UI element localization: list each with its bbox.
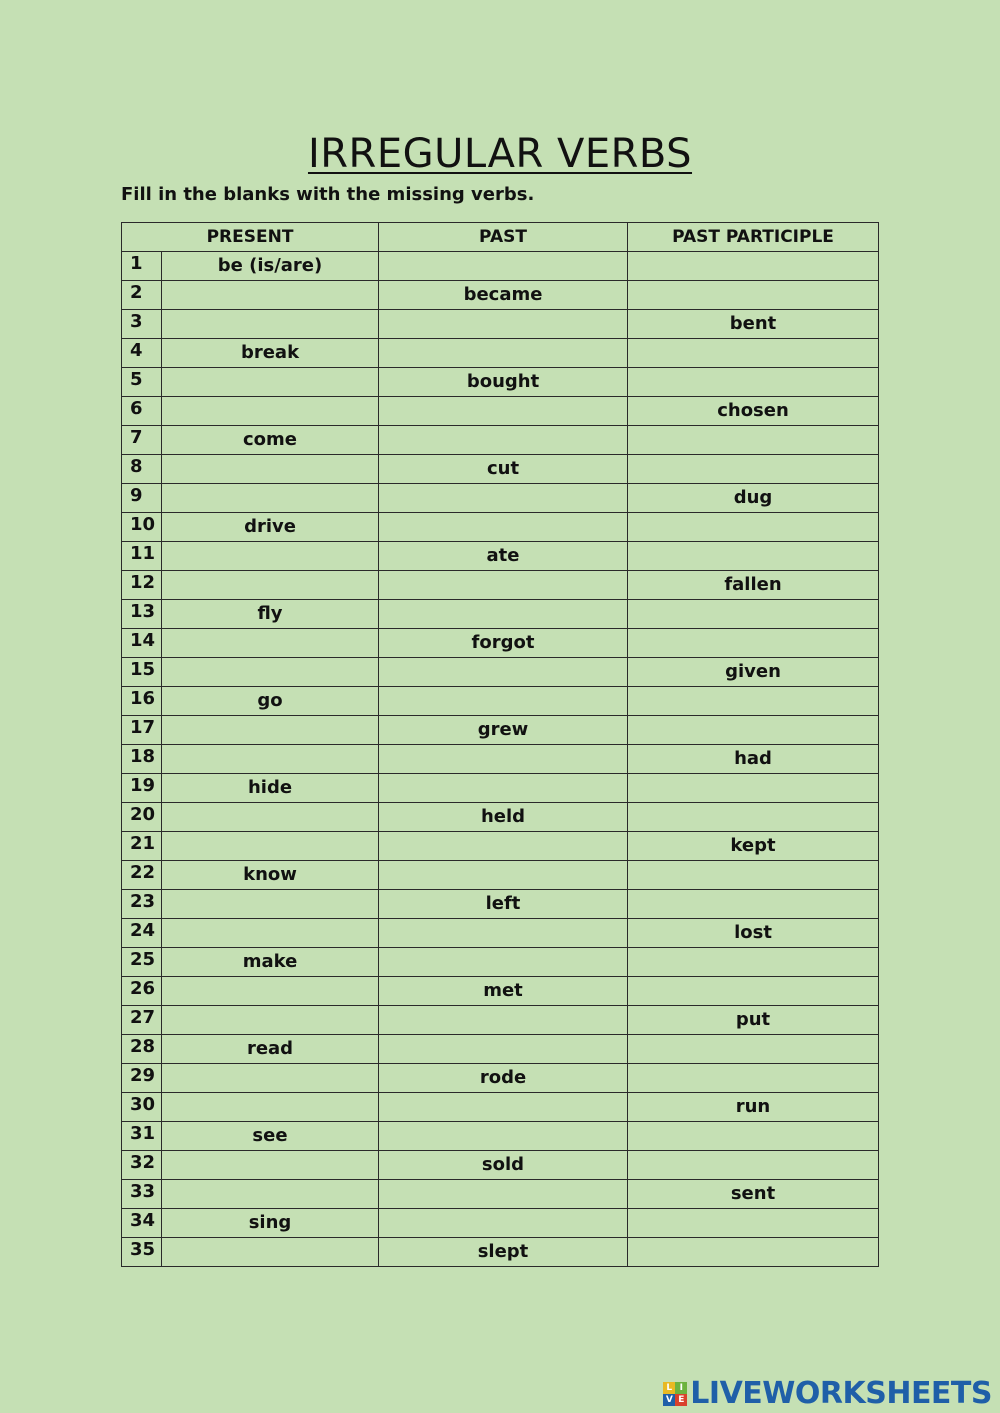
cell-past[interactable] [379,426,628,455]
row-number: 3 [122,310,162,339]
cell-past-participle[interactable] [628,774,879,803]
cell-past[interactable] [379,687,628,716]
cell-past-participle: kept [628,832,879,861]
cell-present[interactable] [162,716,379,745]
cell-past[interactable] [379,310,628,339]
row-number: 15 [122,658,162,687]
cell-past[interactable] [379,600,628,629]
table-row [122,571,879,600]
table-row [122,832,879,861]
table-row [122,397,879,426]
row-number: 28 [122,1035,162,1064]
table-row [122,1035,879,1064]
row-number: 29 [122,1064,162,1093]
table-row [122,629,879,658]
cell-present: be (is/are) [162,252,379,281]
cell-past: met [379,977,628,1006]
cell-past: grew [379,716,628,745]
row-number: 18 [122,745,162,774]
cell-present[interactable] [162,281,379,310]
table-row [122,513,879,542]
cell-past: sold [379,1151,628,1180]
cell-past-participle[interactable] [628,687,879,716]
table-row [122,774,879,803]
row-number: 30 [122,1093,162,1122]
cell-past[interactable] [379,919,628,948]
header-present: PRESENT [122,223,379,252]
table-row [122,1122,879,1151]
row-number: 6 [122,397,162,426]
logo-tile: V [663,1394,675,1406]
cell-past-participle[interactable] [628,948,879,977]
row-number: 11 [122,542,162,571]
row-number: 32 [122,1151,162,1180]
cell-past-participle[interactable] [628,716,879,745]
cell-present[interactable] [162,919,379,948]
cell-present[interactable] [162,1064,379,1093]
row-number: 33 [122,1180,162,1209]
row-number: 17 [122,716,162,745]
row-number: 25 [122,948,162,977]
cell-past[interactable] [379,658,628,687]
cell-past-participle: had [628,745,879,774]
table-row [122,1093,879,1122]
row-number: 35 [122,1238,162,1267]
row-number: 34 [122,1209,162,1238]
cell-past-participle[interactable] [628,977,879,1006]
cell-past-participle: fallen [628,571,879,600]
row-number: 31 [122,1122,162,1151]
row-number: 19 [122,774,162,803]
cell-present: make [162,948,379,977]
table-row [122,1209,879,1238]
cell-past-participle: chosen [628,397,879,426]
cell-past[interactable] [379,513,628,542]
cell-past-participle: lost [628,919,879,948]
table-row [122,1151,879,1180]
row-number: 7 [122,426,162,455]
cell-past-participle[interactable] [628,1122,879,1151]
row-number: 13 [122,600,162,629]
table-row [122,339,879,368]
table-row [122,716,879,745]
cell-past: rode [379,1064,628,1093]
cell-present[interactable] [162,658,379,687]
cell-past: held [379,803,628,832]
cell-present[interactable] [162,1238,379,1267]
table-row [122,745,879,774]
cell-present[interactable] [162,368,379,397]
table-row [122,426,879,455]
table-row [122,310,879,339]
cell-present: hide [162,774,379,803]
logo-tile: L [663,1382,675,1394]
cell-past[interactable] [379,1209,628,1238]
header-past-participle: PAST PARTICIPLE [628,223,879,252]
cell-past-participle[interactable] [628,252,879,281]
cell-present: break [162,339,379,368]
cell-past-participle: bent [628,310,879,339]
cell-present: see [162,1122,379,1151]
cell-present[interactable] [162,803,379,832]
cell-past[interactable] [379,1093,628,1122]
table-row [122,455,879,484]
cell-past-participle[interactable] [628,1064,879,1093]
cell-past: cut [379,455,628,484]
row-number: 8 [122,455,162,484]
table-row [122,281,879,310]
table-row [122,368,879,397]
table-row [122,1238,879,1267]
table-row [122,977,879,1006]
cell-present[interactable] [162,1093,379,1122]
cell-past[interactable] [379,832,628,861]
row-number: 14 [122,629,162,658]
cell-past[interactable] [379,397,628,426]
row-number: 23 [122,890,162,919]
cell-present: fly [162,600,379,629]
cell-past[interactable] [379,1035,628,1064]
cell-past[interactable] [379,339,628,368]
logo-text: LIVEWORKSHEETS [690,1376,992,1411]
table-row [122,890,879,919]
cell-past-participle: run [628,1093,879,1122]
table-row [122,1180,879,1209]
table-body [122,252,879,1267]
row-number: 2 [122,281,162,310]
cell-past-participle[interactable] [628,890,879,919]
cell-present: sing [162,1209,379,1238]
header-past: PAST [379,223,628,252]
cell-present[interactable] [162,890,379,919]
cell-past-participle[interactable] [628,803,879,832]
cell-past-participle: dug [628,484,879,513]
cell-past-participle[interactable] [628,426,879,455]
row-number: 26 [122,977,162,1006]
cell-present[interactable] [162,455,379,484]
row-number: 9 [122,484,162,513]
row-number: 16 [122,687,162,716]
row-number: 20 [122,803,162,832]
cell-present[interactable] [162,1006,379,1035]
cell-present[interactable] [162,629,379,658]
table-row [122,484,879,513]
cell-past: left [379,890,628,919]
cell-past-participle[interactable] [628,368,879,397]
cell-past-participle[interactable] [628,542,879,571]
table-row [122,542,879,571]
row-number: 24 [122,919,162,948]
table-row [122,1006,879,1035]
cell-past-participle[interactable] [628,281,879,310]
cell-past-participle[interactable] [628,1238,879,1267]
cell-present[interactable] [162,484,379,513]
cell-past[interactable] [379,948,628,977]
cell-past[interactable] [379,571,628,600]
table-row [122,687,879,716]
logo-tile: E [675,1394,687,1406]
row-number: 21 [122,832,162,861]
cell-past-participle[interactable] [628,861,879,890]
cell-present[interactable] [162,977,379,1006]
cell-present: read [162,1035,379,1064]
instructions: Fill in the blanks with the missing verbs. [121,184,535,205]
cell-past-participle[interactable] [628,455,879,484]
row-number: 1 [122,252,162,281]
table-row [122,1064,879,1093]
cell-present: come [162,426,379,455]
cell-present[interactable] [162,542,379,571]
cell-past-participle: put [628,1006,879,1035]
table-row [122,861,879,890]
cell-past: ate [379,542,628,571]
table-row [122,600,879,629]
logo-tile: I [675,1382,687,1394]
row-number: 12 [122,571,162,600]
cell-present[interactable] [162,1151,379,1180]
row-number: 10 [122,513,162,542]
cell-past[interactable] [379,1122,628,1151]
cell-past: became [379,281,628,310]
liveworksheets-logo [663,1376,992,1412]
cell-present: know [162,861,379,890]
cell-past[interactable] [379,774,628,803]
cell-present[interactable] [162,832,379,861]
row-number: 27 [122,1006,162,1035]
cell-present: go [162,687,379,716]
cell-present[interactable] [162,310,379,339]
cell-past: bought [379,368,628,397]
cell-past-participle: sent [628,1180,879,1209]
table-row [122,803,879,832]
table-row [122,919,879,948]
cell-past: forgot [379,629,628,658]
verbs-table [121,222,879,1267]
table-row [122,658,879,687]
cell-past-participle[interactable] [628,629,879,658]
cell-past[interactable] [379,1006,628,1035]
page-title: IRREGULAR VERBS [307,131,693,177]
row-number: 22 [122,861,162,890]
cell-past[interactable] [379,861,628,890]
table-row [122,252,879,281]
cell-past-participle: given [628,658,879,687]
cell-past-participle[interactable] [628,513,879,542]
cell-past-participle[interactable] [628,600,879,629]
cell-past-participle[interactable] [628,1209,879,1238]
logo-mark-icon [663,1382,687,1406]
cell-past-participle[interactable] [628,339,879,368]
cell-present[interactable] [162,397,379,426]
table-header-row [122,223,879,252]
cell-past: slept [379,1238,628,1267]
cell-past-participle[interactable] [628,1035,879,1064]
cell-past[interactable] [379,252,628,281]
cell-present[interactable] [162,1180,379,1209]
cell-past[interactable] [379,484,628,513]
table-row [122,948,879,977]
cell-present: drive [162,513,379,542]
row-number: 5 [122,368,162,397]
row-number: 4 [122,339,162,368]
cell-past[interactable] [379,745,628,774]
cell-present[interactable] [162,571,379,600]
cell-past-participle[interactable] [628,1151,879,1180]
cell-past[interactable] [379,1180,628,1209]
cell-present[interactable] [162,745,379,774]
